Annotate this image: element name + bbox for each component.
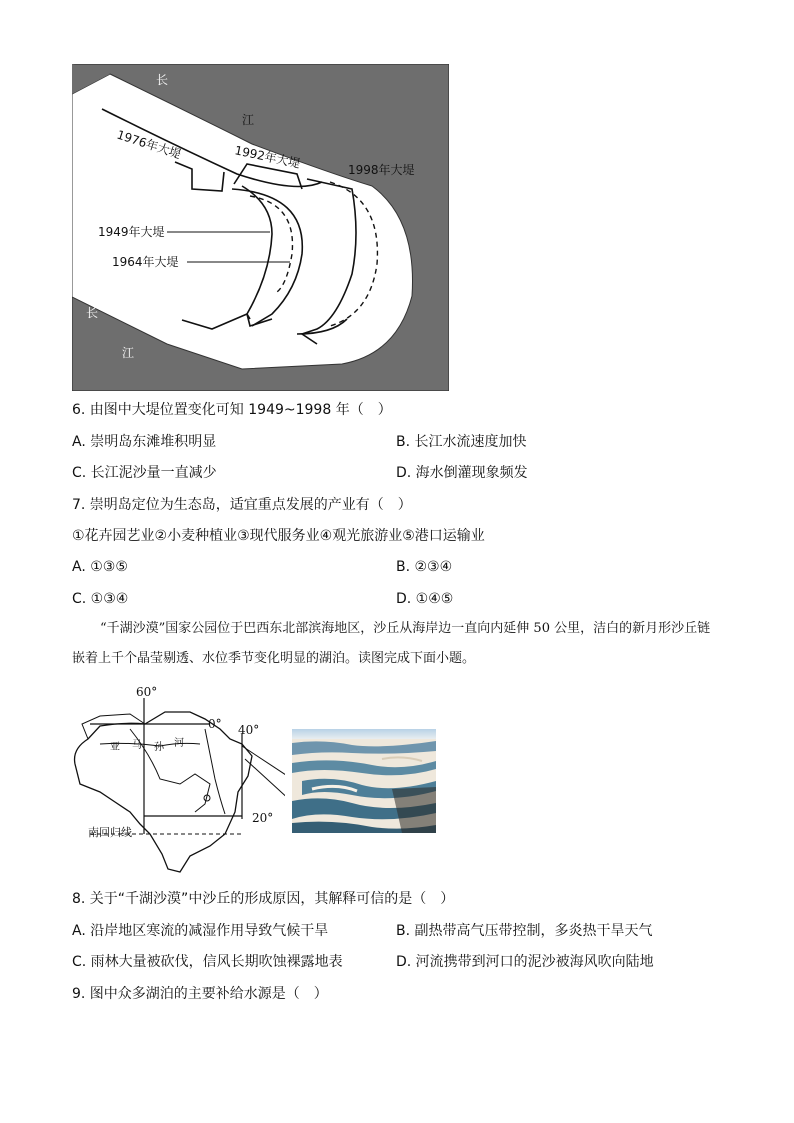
label-dyke-1964: 1964年大堤 bbox=[112, 255, 179, 269]
chongming-dyke-map bbox=[72, 64, 449, 391]
brazil-map bbox=[70, 684, 285, 879]
q7-option-d: D. ①④⑤ bbox=[396, 591, 454, 607]
q6-option-a: A. 崇明岛东滩堆积明显 bbox=[72, 434, 217, 450]
q6-option-b: B. 长江水流速度加快 bbox=[396, 434, 527, 450]
label-dyke-1998: 1998年大堤 bbox=[348, 163, 415, 177]
reading-passage: “千湖沙漠”国家公园位于巴西东北部滨海地区，沙丘从海岸边一直向内延伸 50 公里，洁白的新月形沙丘链嵌着上千个晶莹剔透、水位季节变化明显的湖泊。读图完成下面小题。 bbox=[72, 621, 711, 666]
label-jiang-bottom: 江 bbox=[122, 346, 135, 360]
q7-option-b: B. ②③④ bbox=[396, 559, 453, 575]
label-river-sun: 孙 bbox=[154, 742, 164, 753]
label-lon-60: 60° bbox=[136, 685, 158, 699]
label-lat-20: 20° bbox=[252, 811, 274, 825]
label-river-he: 河 bbox=[174, 738, 184, 749]
label-dyke-1976: 1976年大堤 bbox=[115, 127, 183, 162]
q6-stem: 6. 由图中大堤位置变化可知 1949~1998 年（ ） bbox=[72, 402, 392, 418]
q7-option-c: C. ①③④ bbox=[72, 591, 129, 607]
label-jiang-top: 江 bbox=[242, 113, 255, 127]
label-tropic-capricorn: 南回归线 bbox=[88, 826, 132, 839]
label-chang-top: 长 bbox=[156, 73, 169, 87]
q8-option-d: D. 河流携带到河口的泥沙被海风吹向陆地 bbox=[396, 954, 654, 970]
dunes-lakes-photo bbox=[292, 729, 436, 833]
label-dyke-1949: 1949年大堤 bbox=[98, 225, 165, 239]
label-lon-40: 40° bbox=[238, 723, 260, 737]
q9-stem: 9. 图中众多湖泊的主要补给水源是（ ） bbox=[72, 986, 328, 1002]
label-river-ya: 亚 bbox=[110, 742, 120, 753]
q8-option-b: B. 副热带高气压带控制，多炎热干旱天气 bbox=[396, 923, 653, 939]
label-chang-bottom: 长 bbox=[86, 306, 99, 320]
q7-items: ①花卉园艺业②小麦种植业③现代服务业④观光旅游业⑤港口运输业 bbox=[72, 528, 485, 544]
label-lat-0: 0° bbox=[208, 717, 222, 731]
label-river-ma: 马 bbox=[132, 740, 142, 751]
q7-stem: 7. 崇明岛定位为生态岛，适宜重点发展的产业有（ ） bbox=[72, 497, 412, 513]
q8-option-c: C. 雨林大量被砍伐，信风长期吹蚀裸露地表 bbox=[72, 954, 343, 970]
q7-option-a: A. ①③⑤ bbox=[72, 559, 128, 575]
label-dyke-1992: 1992年大堤 bbox=[233, 143, 302, 171]
q6-option-c: C. 长江泥沙量一直减少 bbox=[72, 465, 217, 481]
q8-option-a: A. 沿岸地区寒流的减湿作用导致气候干旱 bbox=[72, 923, 329, 939]
q8-stem: 8. 关于“千湖沙漠”中沙丘的形成原因，其解释可信的是（ ） bbox=[72, 891, 455, 907]
q6-option-d: D. 海水倒灌现象频发 bbox=[396, 465, 528, 481]
